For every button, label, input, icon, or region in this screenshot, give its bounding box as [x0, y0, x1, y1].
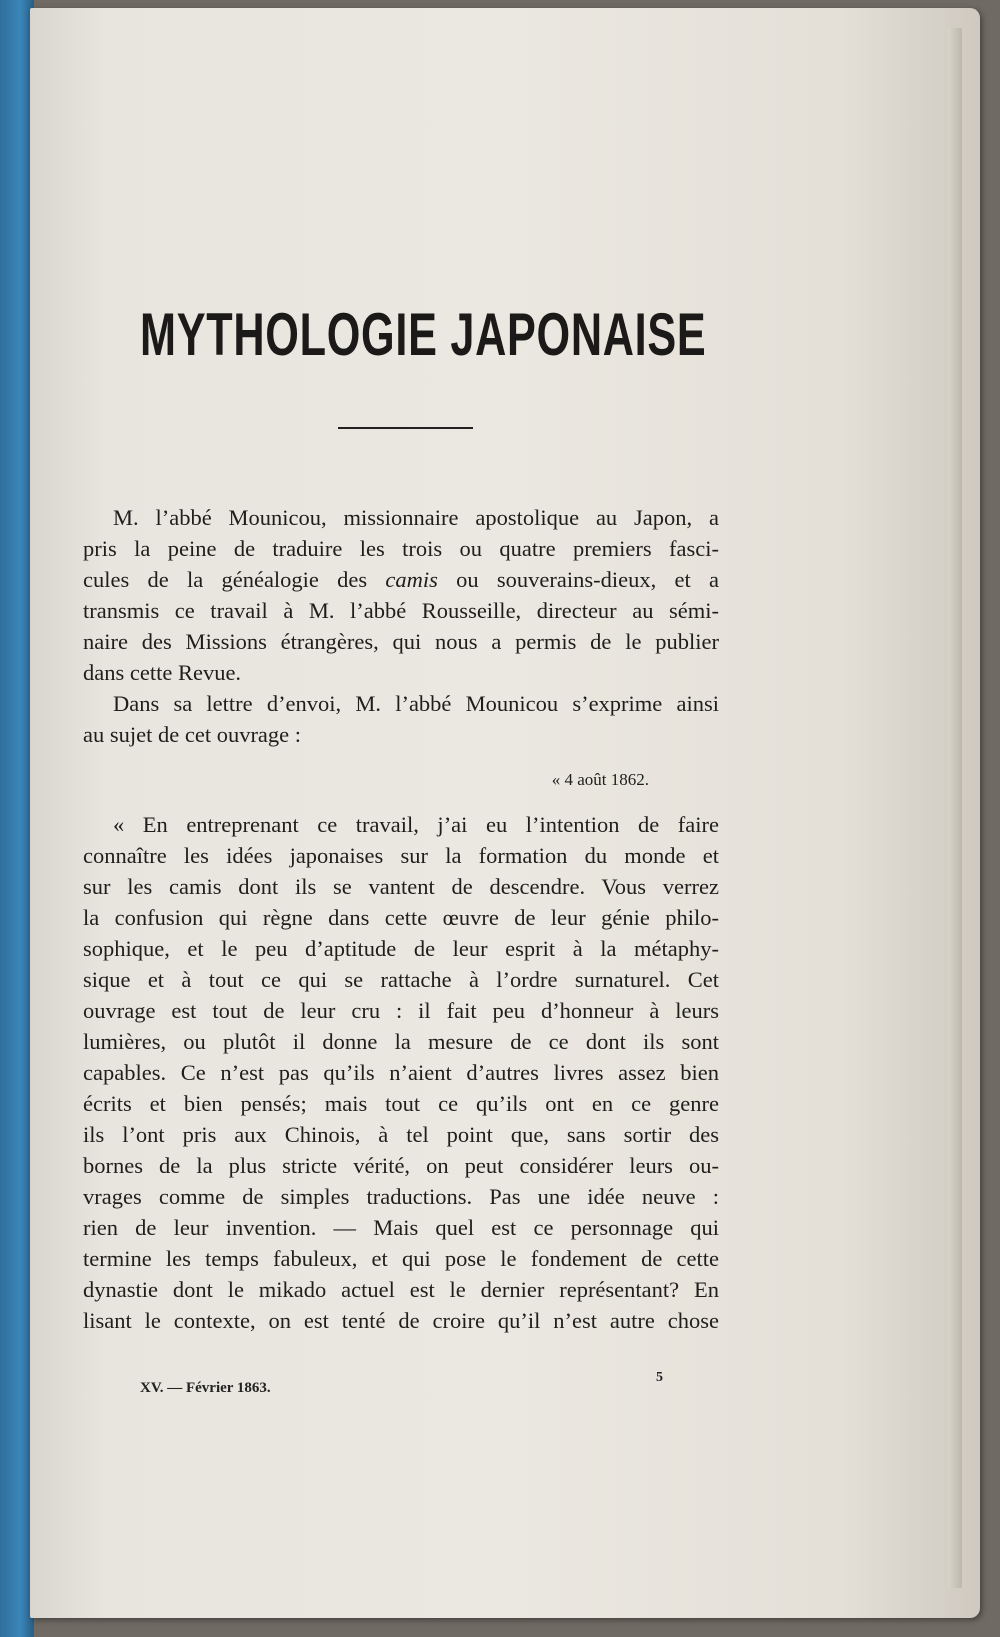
text-line: sophique, et le peu d’aptitude de leur esprit à la métaphy-	[83, 936, 719, 961]
blue-cover	[0, 0, 34, 1637]
text-line: capables. Ce n’est pas qu’ils n’aient d’autres livres assez bien	[83, 1060, 719, 1085]
text-line: dans cette Revue.	[83, 660, 242, 685]
text-line: lisant le contexte, on est tenté de croire qu’il n’est autre chose	[83, 1308, 719, 1333]
text-line: termine les temps fabuleux, et qui pose le fondement de cette	[83, 1246, 719, 1271]
text-line: vrages comme de simples traductions. Pas une idée neuve :	[83, 1184, 719, 1209]
text-line: écrits et bien pensés; mais tout ce qu’ils ont en ce genre	[83, 1091, 719, 1116]
text-line: sique et à tout ce qui se rattache à l’ordre surnaturel. Cet	[83, 967, 719, 992]
text-line: naire des Missions étrangères, qui nous a permis de le publier	[83, 629, 719, 654]
text-line	[83, 564, 719, 595]
text-line: ouvrage est tout de leur cru : il fait peu d’honneur à leurs	[83, 998, 719, 1023]
text-line: pris la peine de traduire les trois ou quatre premiers fasci-	[83, 536, 719, 561]
text-span: ou souverains-dieux, et a	[437, 567, 719, 592]
text-line: au sujet de cet ouvrage :	[83, 722, 302, 747]
letter-date: « 4 août 1862.	[551, 770, 649, 789]
italic-term: camis	[385, 567, 438, 592]
text-line: lumières, ou plutôt il donne la mesure de ce dont ils sont	[83, 1029, 719, 1054]
title-rule	[338, 427, 473, 429]
text-line: dynastie dont le mikado actuel est le dernier représentant? En	[83, 1277, 719, 1302]
text-line: la confusion qui règne dans cette œuvre de leur génie philo-	[83, 905, 719, 930]
text-line: ils l’ont pris aux Chinois, à tel point que, sans sortir des	[83, 1122, 719, 1147]
text-line: transmis ce travail à M. l’abbé Rousseille, directeur au sémi-	[83, 598, 719, 623]
text-line: Dans sa lettre d’envoi, M. l’abbé Mounicou s’exprime ainsi	[113, 691, 719, 716]
text-line: bornes de la plus stricte vérité, on peut considérer leurs ou-	[83, 1153, 719, 1178]
page-number: 5	[656, 1370, 663, 1385]
text-line: M. l’abbé Mounicou, missionnaire apostolique au Japon, a	[113, 505, 719, 530]
issue-footer: XV. — Février 1863.	[140, 1380, 271, 1396]
text-span: cules de la généalogie des	[83, 567, 386, 592]
article-title: MYTHOLOGIE JAPONAISE	[140, 301, 707, 368]
text-line: sur les camis dont ils se vantent de descendre. Vous verrez	[83, 874, 719, 899]
text-line: « En entreprenant ce travail, j’ai eu l’intention de faire	[113, 812, 719, 837]
page-edges	[948, 28, 962, 1588]
article-body	[83, 502, 719, 1336]
text-line: connaître les idées japonaises sur la formation du monde et	[83, 843, 719, 868]
text-line: rien de leur invention. — Mais quel est ce personnage qui	[83, 1215, 719, 1240]
